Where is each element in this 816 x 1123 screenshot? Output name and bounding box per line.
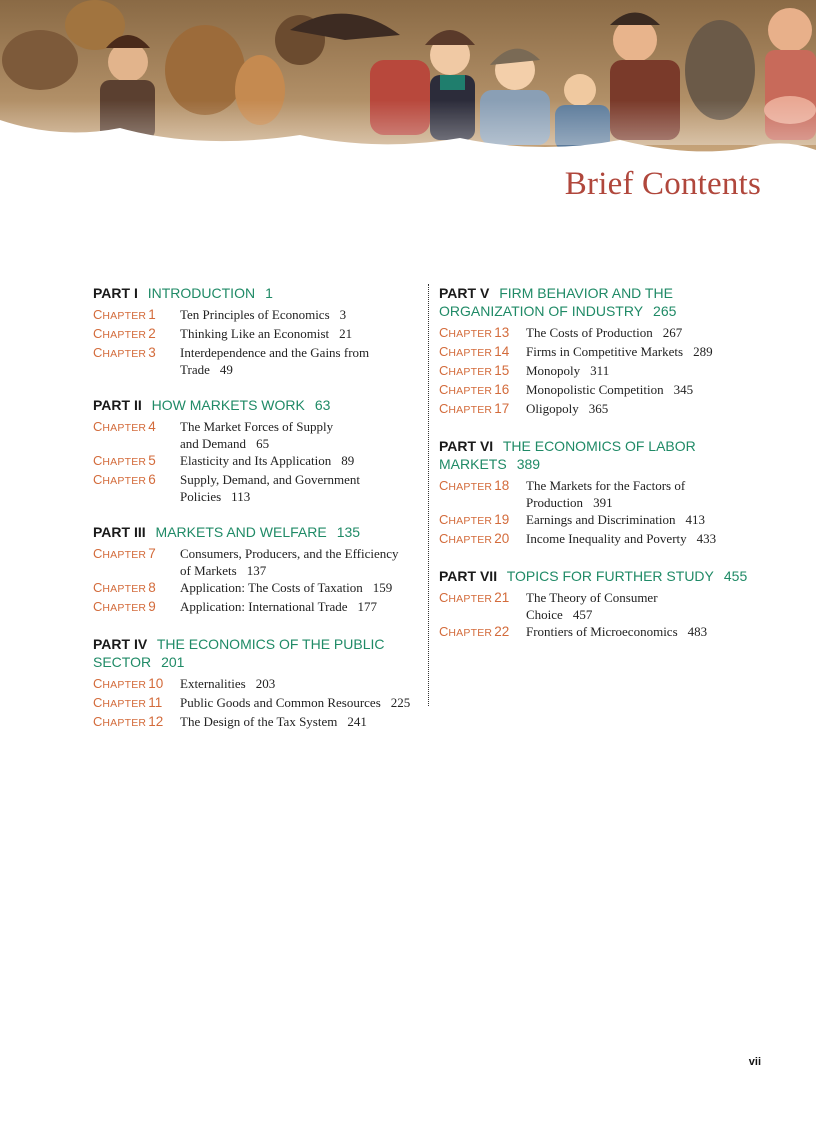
chapter-number: 12: [148, 714, 164, 729]
chapter-title: [526, 511, 705, 530]
chapter-number: 15: [494, 363, 510, 378]
chapter-label-smallcaps: HAPTER: [102, 475, 147, 487]
chapter-entry: [93, 471, 419, 505]
chapter-page-number: 137: [246, 563, 267, 578]
chapter-title: [526, 381, 693, 400]
chapter-label-smallcaps: HAPTER: [448, 385, 493, 397]
chapter-number: 11: [148, 695, 163, 710]
chapter-title-line: of Markets 137: [180, 563, 267, 578]
chapter-title: [526, 343, 713, 362]
chapter-page-number: 483: [687, 624, 708, 639]
chapter-entry: [93, 694, 419, 713]
chapter-label-smallcaps: HAPTER: [102, 698, 147, 710]
part-page-number: 1: [265, 285, 273, 301]
chapter-title-line: The Costs of Production 267: [526, 325, 683, 340]
chapter-number: 2: [148, 326, 156, 341]
part-page-number: 455: [723, 568, 748, 584]
chapter-page-number: 241: [347, 714, 367, 729]
chapter-entry: [439, 324, 769, 343]
part-page-number: 63: [314, 397, 331, 413]
chapter-title-line: Income Inequality and Poverty 433: [526, 531, 717, 546]
part-label: PART III: [93, 524, 146, 540]
chapter-label-smallcaps: HAPTER: [102, 329, 147, 341]
chapter-label: CHAPTER 15: [439, 363, 510, 378]
chapter-page-number: 159: [372, 580, 393, 595]
chapter-label: CHAPTER 16: [439, 382, 510, 397]
chapter-list: [93, 418, 419, 505]
chapter-title-line: Monopolistic Competition 345: [526, 382, 694, 397]
chapter-title: [180, 452, 354, 471]
chapter-entry: [93, 418, 419, 452]
part-heading: [93, 396, 419, 414]
column-divider: [428, 284, 429, 706]
chapter-title: [526, 324, 682, 343]
chapter-entry: [439, 511, 769, 530]
chapter-title-line: Oligopoly 365: [526, 401, 609, 416]
chapter-title-line: Firms in Competitive Markets 289: [526, 344, 713, 359]
chapter-label: CHAPTER 10: [93, 676, 164, 691]
chapter-title-line: Interdependence and the Gains from: [180, 345, 370, 360]
chapter-label-smallcaps: HAPTER: [102, 310, 147, 322]
chapter-list: [439, 589, 769, 642]
chapter-number: 9: [148, 599, 156, 614]
chapter-title-line: Trade 49: [180, 362, 233, 377]
chapter-page-number: 225: [390, 695, 411, 710]
chapter-label-smallcaps: HAPTER: [448, 328, 493, 340]
chapter-label: CHAPTER 11: [93, 695, 163, 710]
chapter-label-smallcaps: HAPTER: [102, 549, 147, 561]
chapter-page-number: 203: [255, 676, 276, 691]
chapter-entry: [93, 713, 419, 732]
chapter-title: [180, 344, 369, 378]
chapter-label: CHAPTER 18: [439, 478, 510, 493]
part-page-number: 265: [653, 303, 677, 319]
part-heading: [439, 567, 769, 585]
chapter-title-line: and Demand 65: [180, 436, 270, 451]
part-page-number: 135: [336, 524, 361, 540]
chapter-title-line: Externalities 203: [180, 676, 276, 691]
part-heading: [93, 523, 419, 541]
chapter-label-smallcaps: HAPTER: [102, 456, 147, 468]
chapter-number: 10: [148, 676, 164, 691]
chapter-page-number: 433: [696, 531, 717, 546]
chapter-entry: [93, 598, 419, 617]
part-label: PART VII: [439, 568, 498, 584]
chapter-number: 13: [494, 325, 510, 340]
chapter-title: [180, 675, 275, 694]
part-heading: [93, 635, 419, 671]
chapter-title: [180, 694, 410, 713]
chapter-title-line: Ten Principles of Economics 3: [180, 307, 347, 322]
chapter-number: 20: [494, 531, 510, 546]
chapter-label-smallcaps: HAPTER: [448, 627, 493, 639]
chapter-entry: [93, 325, 419, 344]
chapter-title: [526, 589, 658, 623]
chapter-number: 16: [494, 382, 510, 397]
chapter-number: 21: [494, 590, 510, 605]
chapter-label: CHAPTER 22: [439, 624, 510, 639]
chapter-title: [526, 477, 685, 511]
part-heading: [439, 437, 769, 473]
chapter-number: 17: [494, 401, 510, 416]
chapter-number: 14: [494, 344, 510, 359]
chapter-label: CHAPTER 20: [439, 531, 510, 546]
chapter-page-number: 3: [339, 307, 347, 322]
chapter-number: 8: [148, 580, 156, 595]
chapter-entry: [439, 530, 769, 549]
chapter-label: CHAPTER 6: [93, 472, 156, 487]
part-heading: [93, 284, 419, 302]
chapter-label-smallcaps: HAPTER: [448, 404, 493, 416]
chapter-page-number: 365: [588, 401, 609, 416]
chapter-number: 7: [148, 546, 156, 561]
chapter-label-smallcaps: HAPTER: [102, 348, 147, 360]
chapter-title: [526, 400, 608, 419]
chapter-label-smallcaps: HAPTER: [448, 534, 493, 546]
chapter-entry: [439, 589, 769, 623]
part-page-number: 389: [516, 456, 541, 472]
header-painting: [0, 0, 816, 175]
chapter-title-line: Application: International Trade 177: [180, 599, 378, 614]
chapter-label: CHAPTER 14: [439, 344, 510, 359]
chapter-title-line: Elasticity and Its Application 89: [180, 453, 355, 468]
chapter-number: 4: [148, 419, 156, 434]
part-label: PART II: [93, 397, 142, 413]
toc-left-column: [93, 284, 419, 750]
chapter-title: [180, 598, 377, 617]
chapter-entry: [93, 306, 419, 325]
chapter-label-smallcaps: HAPTER: [102, 602, 147, 614]
chapter-label: CHAPTER 4: [93, 419, 156, 434]
chapter-entry: [93, 344, 419, 378]
chapter-title-line: The Theory of Consumer: [526, 590, 658, 605]
chapter-label-smallcaps: HAPTER: [102, 583, 147, 595]
chapter-label: CHAPTER 2: [93, 326, 156, 341]
chapter-page-number: 457: [572, 607, 593, 622]
chapter-page-number: 177: [357, 599, 378, 614]
chapter-page-number: 345: [673, 382, 694, 397]
chapter-title-line: Production 391: [526, 495, 613, 510]
chapter-label-smallcaps: HAPTER: [102, 679, 147, 691]
chapter-entry: [439, 362, 769, 381]
chapter-title: [180, 545, 399, 579]
chapter-page-number: 113: [231, 489, 251, 504]
chapter-entry: [439, 381, 769, 400]
chapter-title-line: Consumers, Producers, and the Efficiency: [180, 546, 399, 561]
chapter-title: [180, 418, 333, 452]
part-label: PART IV: [93, 636, 148, 652]
chapter-entry: [439, 343, 769, 362]
chapter-number: 1: [148, 307, 156, 322]
chapter-label-smallcaps: HAPTER: [102, 717, 147, 729]
chapter-page-number: 89: [341, 453, 355, 468]
chapter-title-line: The Market Forces of Supply: [180, 419, 334, 434]
chapter-label: CHAPTER 12: [93, 714, 164, 729]
chapter-title-line: Application: The Costs of Taxation 159: [180, 580, 393, 595]
chapter-label-smallcaps: HAPTER: [448, 481, 493, 493]
chapter-label: CHAPTER 13: [439, 325, 510, 340]
chapter-page-number: 311: [590, 363, 610, 378]
chapter-page-number: 21: [339, 326, 353, 341]
chapter-label-smallcaps: HAPTER: [448, 366, 493, 378]
chapter-page-number: 267: [662, 325, 683, 340]
chapter-number: 22: [494, 624, 510, 639]
part-title: HOW MARKETS WORK: [151, 397, 305, 413]
chapter-list: [439, 477, 769, 549]
chapter-label: CHAPTER 19: [439, 512, 510, 527]
chapter-number: 18: [494, 478, 510, 493]
chapter-entry: [439, 623, 769, 642]
chapter-title-line: Policies 113: [180, 489, 251, 504]
part-title: THE ECONOMICS OF LABOR MARKETS: [439, 438, 696, 472]
chapter-title-line: Frontiers of Microeconomics 483: [526, 624, 708, 639]
part-title: INTRODUCTION: [147, 285, 256, 301]
chapter-label: CHAPTER 3: [93, 345, 156, 360]
chapter-page-number: 49: [219, 362, 233, 377]
chapter-entry: [439, 400, 769, 419]
part-title: MARKETS AND WELFARE: [155, 524, 327, 540]
chapter-entry: [93, 452, 419, 471]
chapter-title: [180, 713, 367, 732]
chapter-page-number: 65: [256, 436, 270, 451]
chapter-label-smallcaps: HAPTER: [448, 593, 493, 605]
chapter-label: CHAPTER 17: [439, 401, 510, 416]
chapter-label-smallcaps: HAPTER: [448, 347, 493, 359]
chapter-title-line: Thinking Like an Economist 21: [180, 326, 353, 341]
chapter-label: CHAPTER 5: [93, 453, 156, 468]
chapter-title: [180, 579, 392, 598]
chapter-list: [93, 545, 419, 617]
chapter-title: [526, 530, 716, 549]
part-title: FIRM BEHAVIOR AND THE ORGANIZATION OF INDUSTRY: [439, 285, 673, 319]
chapter-title: [526, 362, 609, 381]
part-page-number: 201: [161, 654, 185, 670]
chapter-page-number: 289: [693, 344, 713, 359]
chapter-entry: [93, 675, 419, 694]
chapter-number: 19: [494, 512, 510, 527]
chapter-label-smallcaps: HAPTER: [102, 422, 147, 434]
chapter-list: [93, 306, 419, 378]
chapter-number: 5: [148, 453, 156, 468]
part-title: TOPICS FOR FURTHER STUDY: [506, 568, 714, 584]
chapter-label: CHAPTER 1: [93, 307, 156, 322]
chapter-number: 6: [148, 472, 156, 487]
part-label: PART V: [439, 285, 490, 301]
part-title: THE ECONOMICS OF THE PUBLIC SECTOR: [93, 636, 385, 670]
chapter-title-line: The Design of the Tax System 241: [180, 714, 367, 729]
chapter-title-line: The Markets for the Factors of: [526, 478, 686, 493]
part-label: PART VI: [439, 438, 494, 454]
chapter-entry: [439, 477, 769, 511]
chapter-title: [180, 325, 352, 344]
chapter-entry: [93, 579, 419, 598]
chapter-entry: [93, 545, 419, 579]
page-number: vii: [748, 1056, 761, 1068]
chapter-label: CHAPTER 9: [93, 599, 156, 614]
chapter-label: CHAPTER 21: [439, 590, 510, 605]
chapter-page-number: 391: [593, 495, 613, 510]
chapter-label-smallcaps: HAPTER: [448, 515, 493, 527]
page-title: Brief Contents: [564, 166, 761, 202]
chapter-number: 3: [148, 345, 156, 360]
chapter-title-line: Monopoly 311: [526, 363, 610, 378]
chapter-title: [180, 471, 360, 505]
toc-right-column: [439, 284, 769, 660]
chapter-title-line: Earnings and Discrimination 413: [526, 512, 705, 527]
part-label: PART I: [93, 285, 138, 301]
chapter-page-number: 413: [685, 512, 705, 527]
chapter-title-line: Supply, Demand, and Government: [180, 472, 361, 487]
chapter-title: [526, 623, 707, 642]
chapter-title: [180, 306, 346, 325]
chapter-list: [93, 675, 419, 732]
chapter-label: CHAPTER 7: [93, 546, 156, 561]
chapter-list: [439, 324, 769, 419]
part-heading: [439, 284, 769, 320]
chapter-title-line: Public Goods and Common Resources 225: [180, 695, 411, 710]
chapter-title-line: Choice 457: [526, 607, 593, 622]
chapter-label: CHAPTER 8: [93, 580, 156, 595]
